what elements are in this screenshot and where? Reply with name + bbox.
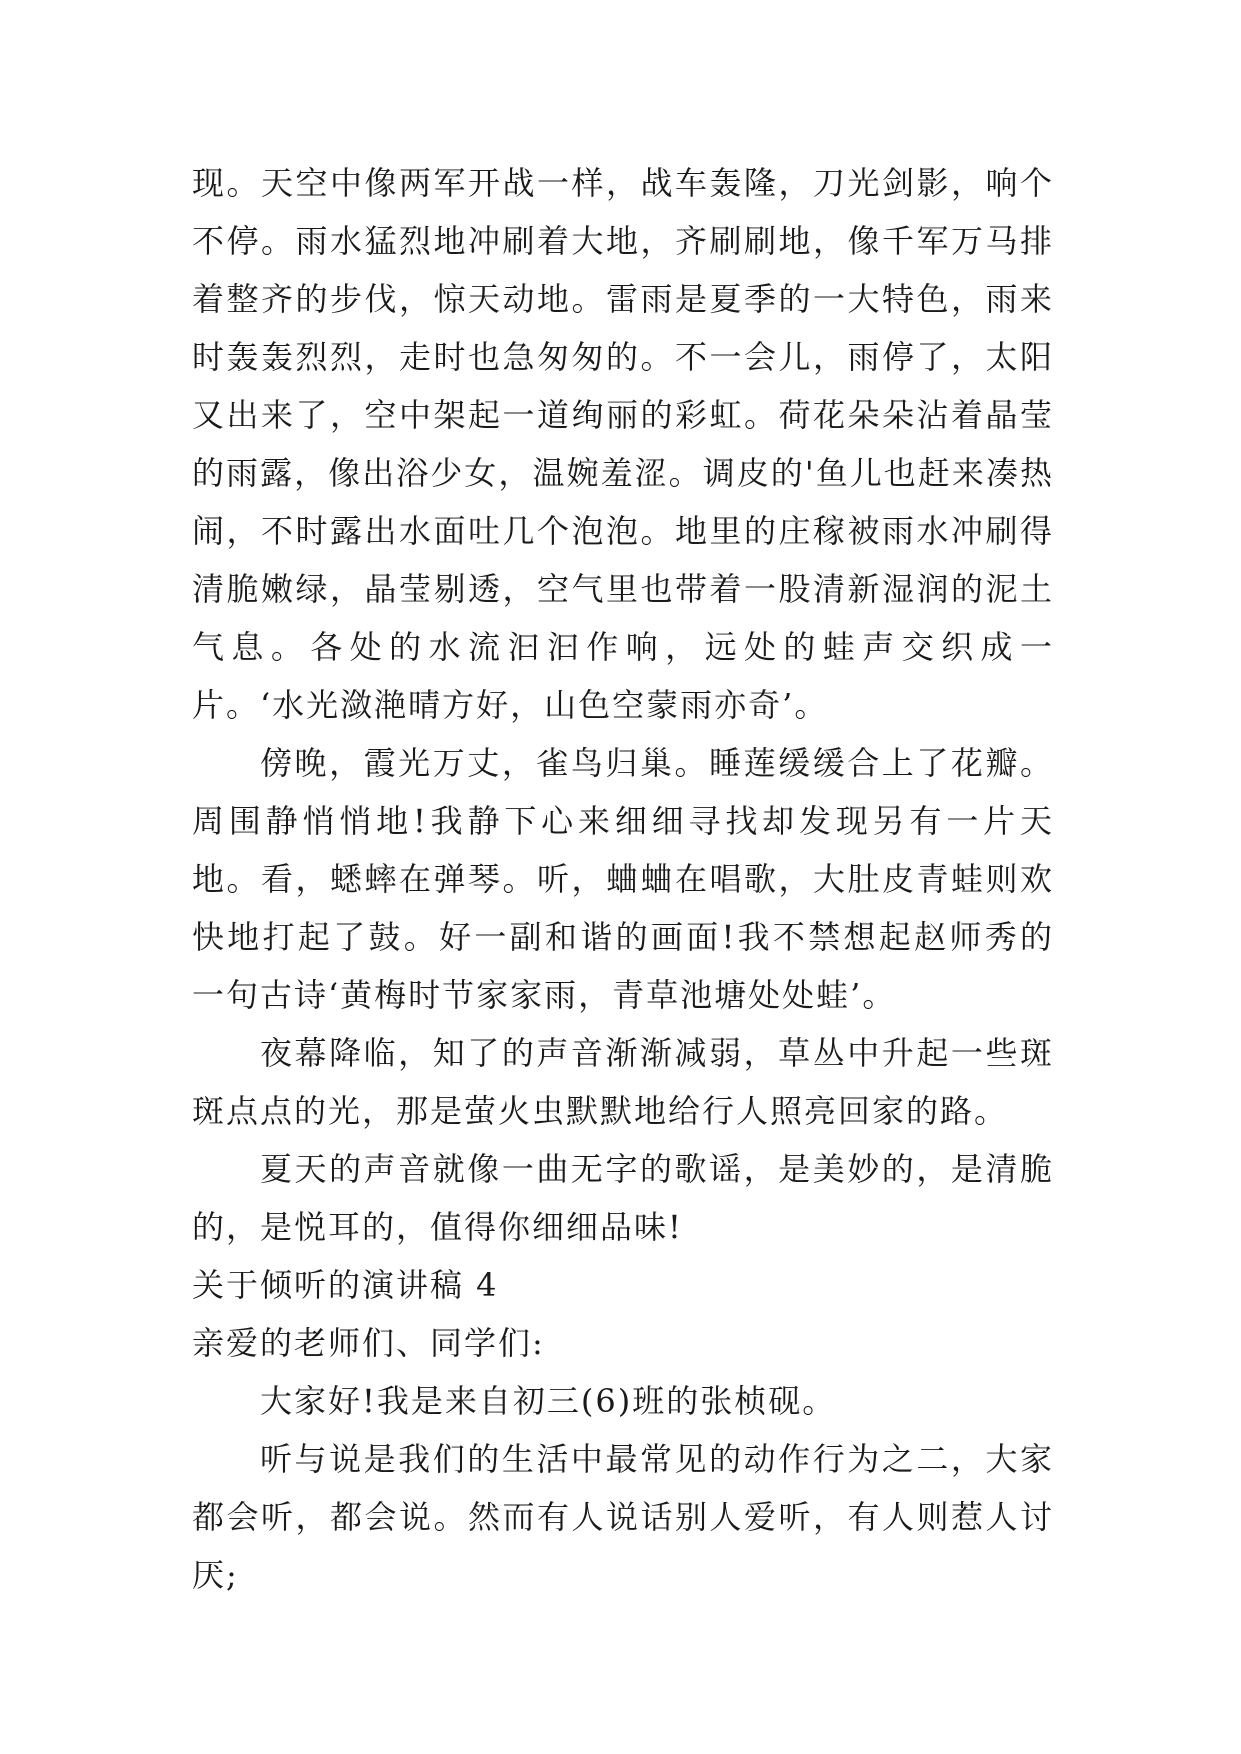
speech-paragraph-1: 大家好!我是来自初三(6)班的张桢砚。 [260, 1382, 837, 1420]
salutation: 亲爱的老师们、同学们: [192, 1324, 545, 1362]
body-paragraph-1: 现。天空中像两军开战一样，战车轰隆，刀光剑影，响个不停。雨水猛烈地冲刷着大地，齐刷刷地，像千军万马排着整齐的步伐，惊天动地。雷雨是夏季的一大特色，雨来时轰轰烈烈，走时也急匆匆的。不一会儿，雨停了，太阳又出来了，空中架起一道绚丽的彩虹。荷花朵朵沾着晶莹的雨露，像出浴少女，温婉羞涩。调皮的'鱼儿也赶来凑热闹，不时露出水面吐几个泡泡。地里的庄稼被雨水冲刷得清脆嫩绿，晶莹剔透，空气里也带着一股清新湿润的泥土气息。各处的水流汩汩作响，远处的蛙声交织成一片。‘水光潋滟晴方好，山色空蒙雨亦奇’。 [192, 164, 1054, 724]
section-title: 关于倾听的演讲稿 4 [192, 1266, 499, 1304]
speech-paragraph-2: 听与说是我们的生活中最常见的动作行为之二，大家都会听，都会说。然而有人说话别人爱听，有人则惹人讨厌; [192, 1440, 1054, 1594]
body-paragraph-3: 夜幕降临，知了的声音渐渐减弱，草丛中升起一些斑斑点点的光，那是萤火虫默默地给行人照亮回家的路。 [192, 1034, 1054, 1130]
body-paragraph-2: 傍晚，霞光万丈，雀鸟归巢。睡莲缓缓合上了花瓣。周围静悄悄地!我静下心来细细寻找却发现另有一片天地。看，蟋蟀在弹琴。听，蛐蛐在唱歌，大肚皮青蛙则欢快地打起了鼓。好一副和谐的画面!我不禁想起赵师秀的一句古诗‘黄梅时节家家雨，青草池塘处处蛙’。 [192, 744, 1054, 1014]
document-body [192, 154, 1054, 1604]
body-paragraph-4: 夏天的声音就像一曲无字的歌谣，是美妙的，是清脆的，是悦耳的，值得你细细品味! [192, 1150, 1054, 1246]
